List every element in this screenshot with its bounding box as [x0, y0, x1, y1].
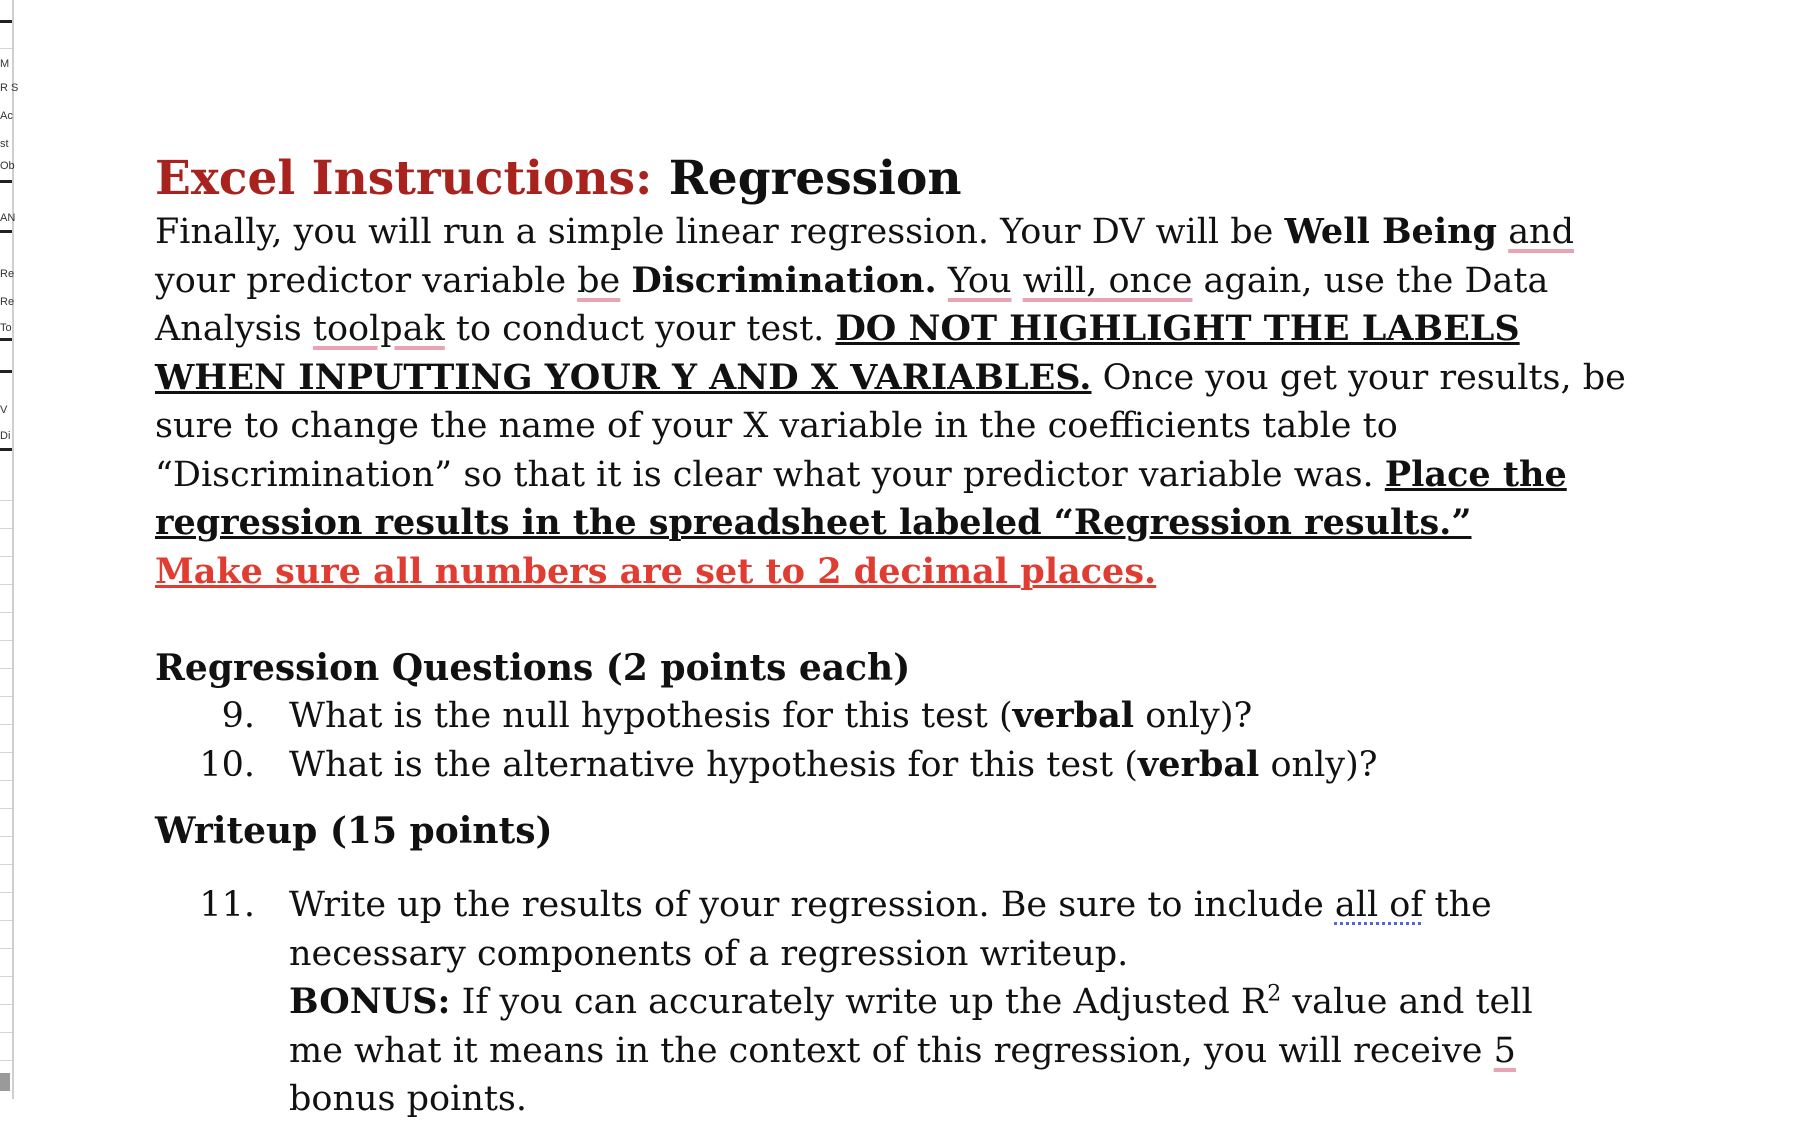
dv-name: Well Being [1284, 211, 1498, 252]
text-run: value and tell me what it means in the context of this regression, you will receive [289, 982, 1533, 1071]
text-run: What is the alternative hypothesis for this test ( [289, 744, 1138, 785]
question-number: 11. [199, 885, 255, 925]
grid-line [0, 864, 12, 865]
spell-flag: be [577, 260, 621, 301]
cell-fragment[interactable]: Re [0, 268, 15, 280]
grid-line [0, 948, 12, 949]
decimal-instruction: Make sure all numbers are set to 2 decimal places. [155, 550, 1157, 592]
predictor-name: Discrimination. [631, 259, 937, 301]
question-item [155, 692, 1655, 741]
cell-fragment[interactable]: Ac [0, 110, 13, 122]
grid-line [0, 976, 12, 977]
text-run: bonus points. [289, 1079, 528, 1119]
title-main: Regression [668, 151, 962, 206]
intro-paragraph [155, 208, 1655, 596]
grid-line [0, 584, 12, 585]
text-run: only)? [1134, 696, 1253, 736]
grid-line [0, 612, 12, 613]
text-run: verbal [1012, 695, 1135, 736]
grid-line [0, 180, 12, 183]
grid-line [0, 1060, 12, 1061]
grid-line [0, 500, 12, 501]
writeup-item [155, 881, 1655, 1124]
cell-fragment[interactable]: M [0, 58, 10, 70]
grid-line [0, 640, 12, 641]
text-run: only)? [1259, 744, 1378, 785]
text-run: Finally, you will run a simple linear regression. Your DV will be [155, 212, 1285, 252]
superscript: 2 [1267, 981, 1282, 1007]
scrollbar-thumb[interactable] [0, 1073, 10, 1091]
grid-line [0, 724, 12, 725]
spell-flag: and [1508, 212, 1575, 252]
grid-line [0, 752, 12, 753]
grid-line [0, 448, 12, 451]
text-run: Write up the results of your regression. Be sure to include [289, 885, 1335, 925]
cell-fragment[interactable]: R S [0, 82, 19, 94]
text-run: What is the null hypothesis for this test ( [289, 696, 1013, 736]
cell-fragment[interactable]: Ob [0, 160, 15, 172]
text-run [1012, 261, 1023, 301]
grid-line [0, 528, 12, 529]
question-number: 10. [199, 744, 255, 785]
question-item [155, 741, 1655, 790]
spell-flag: 5 [1493, 1030, 1516, 1071]
grid-line [0, 892, 12, 893]
grid-line [0, 668, 12, 669]
text-run: Once you get your results, be sure to change the name of your X variable in the coefficients table to “Discrimination” so that it is clear what your predictor variable was. [155, 357, 1626, 495]
grid-line [0, 1032, 12, 1033]
grid-line [0, 20, 12, 23]
page-title [155, 150, 1655, 208]
cell-fragment[interactable]: st [0, 138, 9, 150]
text-run: If you can accurately write up the Adjusted R [450, 982, 1268, 1022]
cell-fragment[interactable]: V [0, 404, 8, 416]
grid-line [0, 48, 12, 49]
grid-line [0, 1004, 12, 1005]
text-run [937, 261, 948, 301]
grid-line [0, 808, 12, 809]
grid-line [0, 920, 12, 921]
spell-flag: You [947, 260, 1012, 301]
grid-line [0, 338, 12, 341]
text-run: to conduct your test. [444, 309, 836, 349]
writeup-heading: Writeup (15 points) [155, 810, 553, 852]
cell-fragment[interactable]: Re [0, 296, 15, 308]
question-number: 9. [221, 696, 255, 736]
cell-fragment[interactable]: Di [0, 430, 11, 442]
title-prefix: Excel Instructions: [155, 151, 653, 206]
grid-line [0, 780, 12, 781]
cell-fragment[interactable]: AN [0, 212, 16, 224]
grid-line [0, 370, 12, 373]
placement-instruction: Place the regression results in the spreadsheet labeled “Regression results.” [155, 453, 1567, 543]
caps-warning: DO NOT HIGHLIGHT THE LABELS WHEN INPUTTING YOUR Y AND X VARIABLES. [155, 308, 1520, 398]
grid-line [0, 696, 12, 697]
grid-line [0, 836, 12, 837]
grammar-flag: all of [1334, 885, 1424, 925]
instructions-document [155, 150, 1655, 1124]
spell-flag: toolpak [312, 309, 445, 349]
text-run: verbal [1137, 743, 1260, 785]
text-run: the necessary components of a regression writeup. [289, 885, 1492, 974]
grid-line [0, 230, 12, 233]
cell-fragment[interactable]: To [0, 322, 12, 334]
text-run: again, use the Data Analysis [155, 260, 1549, 349]
grid-line [0, 556, 12, 557]
text-run: your predictor variable [155, 260, 578, 301]
spell-flag: will, once [1022, 260, 1193, 301]
questions-heading: Regression Questions (2 points each) [155, 647, 911, 689]
bonus-label: BONUS: [289, 981, 451, 1022]
spreadsheet-edge [0, 0, 19, 1099]
